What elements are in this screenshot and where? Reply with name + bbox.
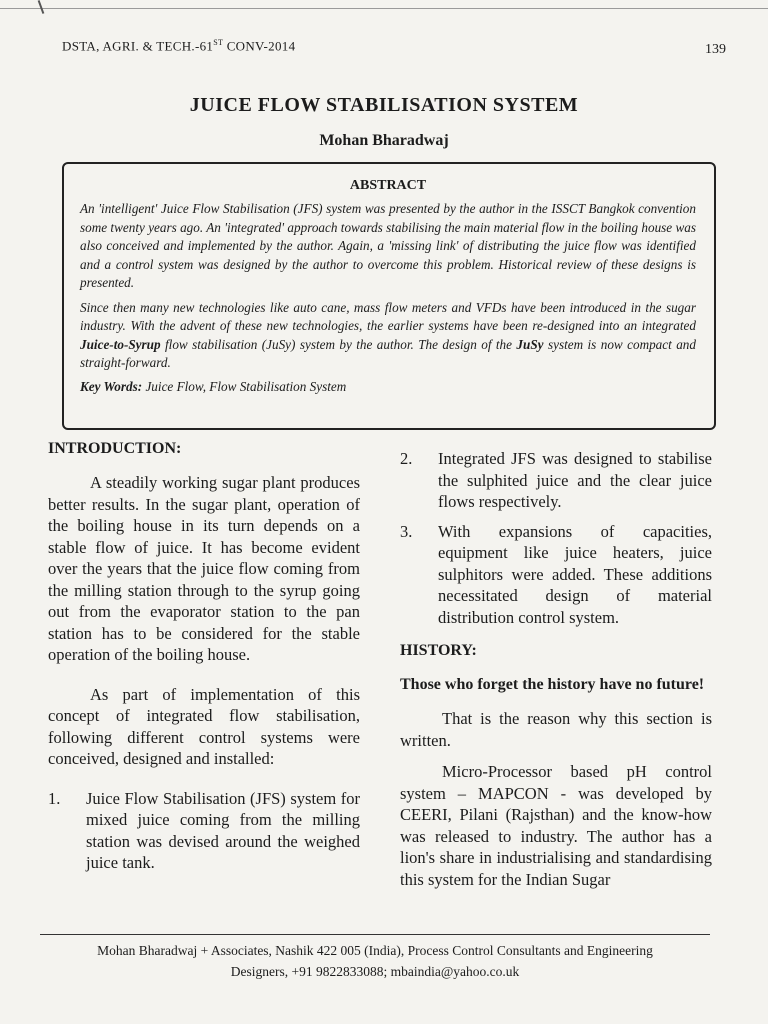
keywords: Key Words: Juice Flow, Flow Stabilisation System (80, 378, 347, 394)
intro-paragraph-1: A steadily working sugar plant produces better results. In the sugar plant, operation of the boiling house in its turn depends on a stable flow of juice. It has become evident over the years that the juice flow coming from the milling station through to the syrup going out from the evaporator station to the pan station has to be considered for the stable operation of the boiling house. (48, 473, 360, 664)
footer-line-1: Mohan Bharadwaj + Associates, Nashik 422 005 (India), Process Control Consultants and Engineering (97, 943, 653, 958)
top-rule (0, 8, 768, 9)
history-paragraph-2: Micro-Processor based pH control system – MAPCON - was developed by CEERI, Pilani (Rajsthan) and the know-how was released to industry. The author has a lion's share in industrialising and standardising this system for the Indian Sugar (400, 762, 712, 889)
list-number: 1. (48, 788, 61, 808)
abstract-box (62, 162, 716, 430)
footer-rule (40, 934, 710, 935)
list-number: 3. (400, 521, 413, 541)
history-tagline: Those who forget the history have no future! (400, 676, 705, 693)
abstract-paragraph-1: An 'intelligent' Juice Flow Stabilisation (JFS) system was presented by the author in the ISSCT Bangkok convention some twenty years ago. An 'integrated' approach towards stabilising the main material flow in the boiling house was also conceived and implemented by the author. Again, a 'missing link' of distributing the juice flow was identified and a control system was designed by the author to overcome this problem. Historical review of these designs is presented. (80, 201, 696, 290)
list-text: Integrated JFS was designed to stabilise the sulphited juice and the clear juice flows respectively. (438, 449, 712, 511)
list-number: 2. (400, 449, 413, 468)
history-paragraph-1: That is the reason why this section is written. (400, 709, 712, 750)
abstract-heading: ABSTRACT (349, 178, 427, 193)
page-number: 139 (705, 42, 726, 57)
paper-title: JUICE FLOW STABILISATION SYSTEM (189, 94, 579, 116)
introduction-heading: INTRODUCTION: (48, 440, 182, 457)
intro-paragraph-2: As part of implementation of this concept of integrated flow stabilisation, following different control systems were conceived, designed and installed: (48, 684, 360, 768)
list-text: Juice Flow Stabilisation (JFS) system for mixed juice coming from the milling station was devised around the weighed juice tank. (86, 788, 360, 872)
list-item-3 (400, 521, 712, 629)
footer-line-2: Designers, +91 9822833088; mbaindia@yahoo.co.uk (230, 964, 520, 979)
abstract-paragraph-2: Since then many new technologies like auto cane, mass flow meters and VFDs have been introduced in the sugar industry. With the advent of these new technologies, the earlier systems have been re-designed into an integrated Juice-to-Syrup flow stabilisation (JuSy) system by the author. The design of the JuSy system is now compact and straight-forward. (80, 299, 696, 370)
running-header: DSTA, AGRI. & TECH.-61ST CONV-2014 (62, 38, 296, 54)
footer-affiliation (40, 940, 710, 982)
right-column (400, 448, 712, 908)
list-text: With expansions of capacities, equipment like juice heaters, juice sulphitors were added. These additions necessitated design of material distribution control system. (438, 521, 712, 627)
history-heading: HISTORY: (400, 642, 477, 659)
list-item-2 (400, 448, 712, 513)
pen-mark (38, 0, 45, 14)
left-column (48, 440, 360, 882)
list-item-1 (48, 788, 360, 874)
author-name: Mohan Bharadwaj (319, 132, 449, 149)
